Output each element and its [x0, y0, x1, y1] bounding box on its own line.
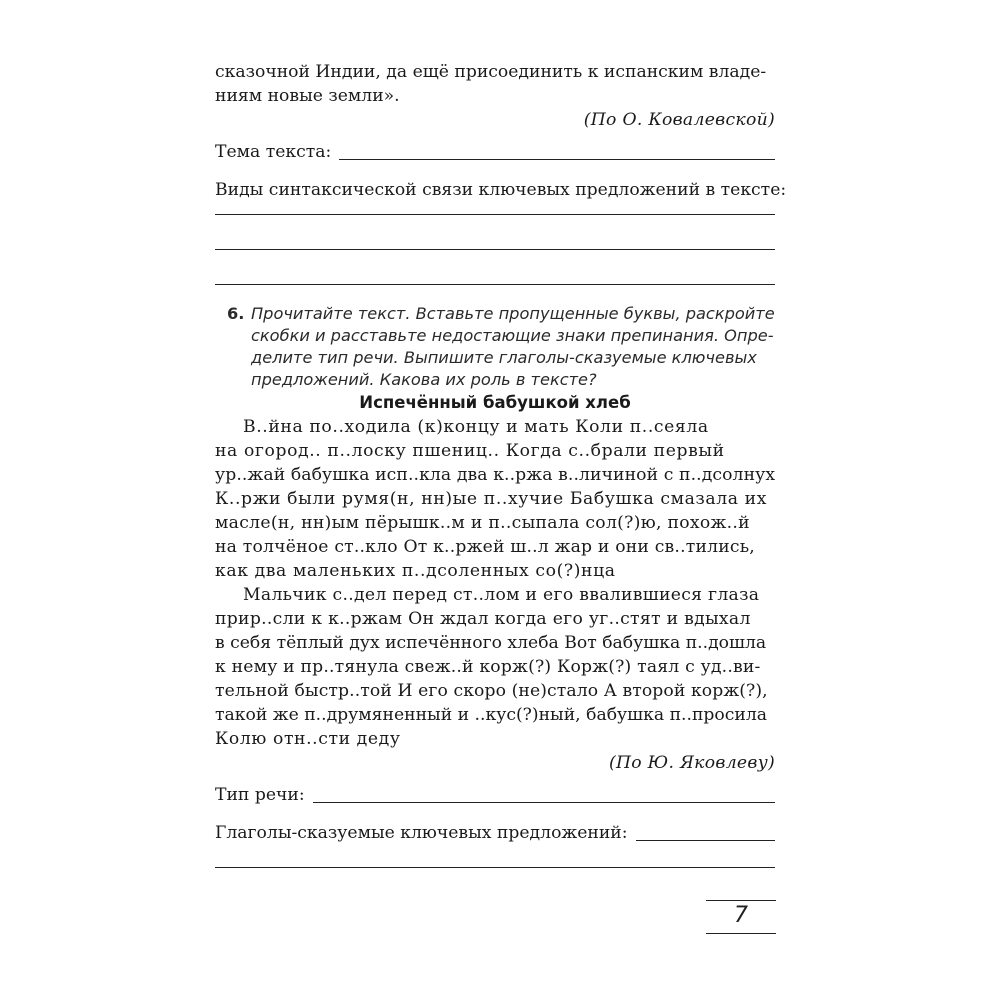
text-line: на огород.. п..лоску пшениц.. Когда с..брали первый: [215, 441, 725, 461]
task-6-instruction: [215, 303, 775, 391]
text-line: как два маленьких п..дсоленных со(?)нца: [215, 561, 616, 581]
predicates-field: [215, 821, 775, 845]
text-line: сказочной Индии, да ещё присоединить к испанским владе-: [215, 62, 767, 82]
exercise-text: [215, 415, 775, 751]
instruction-line: предложений. Какова их роль в тексте?: [251, 370, 597, 389]
text-line: к нему и пр..тянула свеж..й корж(?) Корж(?) таял с уд..ви-: [215, 657, 761, 677]
text-line: масле(н, нн)ым пёрышк..м и п..сыпала сол(?)ю, похож..й: [215, 513, 750, 533]
text-line: на толчёное ст..кло От к..ржей ш..л жар и они св..тились,: [215, 537, 755, 557]
predicates-answer-line-2[interactable]: [215, 867, 775, 868]
intro-attribution: (По О. Ковалевской): [583, 110, 775, 130]
speech-type-field: [215, 783, 775, 807]
topic-answer-line[interactable]: [339, 159, 775, 160]
text-title: Испечённый бабушкой хлеб: [359, 393, 631, 412]
text-line: в себя тёплый дух испечённого хлеба Вот бабушка п..дошла: [215, 633, 767, 653]
syntax-label: Виды синтаксической связи ключевых предложений в тексте:: [215, 180, 787, 200]
task-number: 6.: [227, 304, 245, 323]
intro-text: [215, 60, 775, 132]
topic-field: [215, 140, 775, 164]
page-content: [215, 60, 787, 868]
exercise-attribution: (По Ю. Яковлеву): [608, 753, 775, 773]
text-line: тельной быстр..той И его скоро (не)стало А второй корж(?),: [215, 681, 768, 701]
text-line: Мальчик с..дел перед ст..лом и его ввалившиеся глаза: [243, 585, 760, 605]
predicates-answer-line[interactable]: [636, 840, 775, 841]
text-line: Колю отн..сти деду: [215, 729, 401, 749]
page-number: 7: [706, 900, 776, 934]
instruction-line: скобки и расставьте недостающие знаки препинания. Опре-: [251, 326, 774, 345]
instruction-line: Прочитайте текст. Вставьте пропущенные буквы, раскройте: [251, 304, 775, 323]
text-line: В..йна по..ходила (к)концу и мать Коли п..сеяла: [243, 417, 709, 437]
text-line: такой же п..друмяненный и ..кус(?)ный, бабушка п..просила: [215, 705, 768, 725]
text-line: ниям новые земли».: [215, 86, 400, 106]
text-line: ур..жай бабушка исп..кла два к..ржа в..личиной с п..дсолнух: [215, 465, 776, 485]
topic-label: Тема текста:: [215, 142, 332, 162]
speech-type-label: Тип речи:: [215, 785, 305, 805]
instruction-line: делите тип речи. Выпишите глаголы-сказуемые ключевых: [251, 348, 757, 367]
speech-type-answer-line[interactable]: [313, 802, 775, 803]
predicates-label: Глаголы-сказуемые ключевых предложений:: [215, 823, 628, 843]
text-line: прир..сли к к..ржам Он ждал когда его уг..стят и вдыхал: [215, 609, 751, 629]
text-line: К..ржи были румя(н, нн)ые п..хучие Бабушка смазала их: [215, 489, 768, 509]
